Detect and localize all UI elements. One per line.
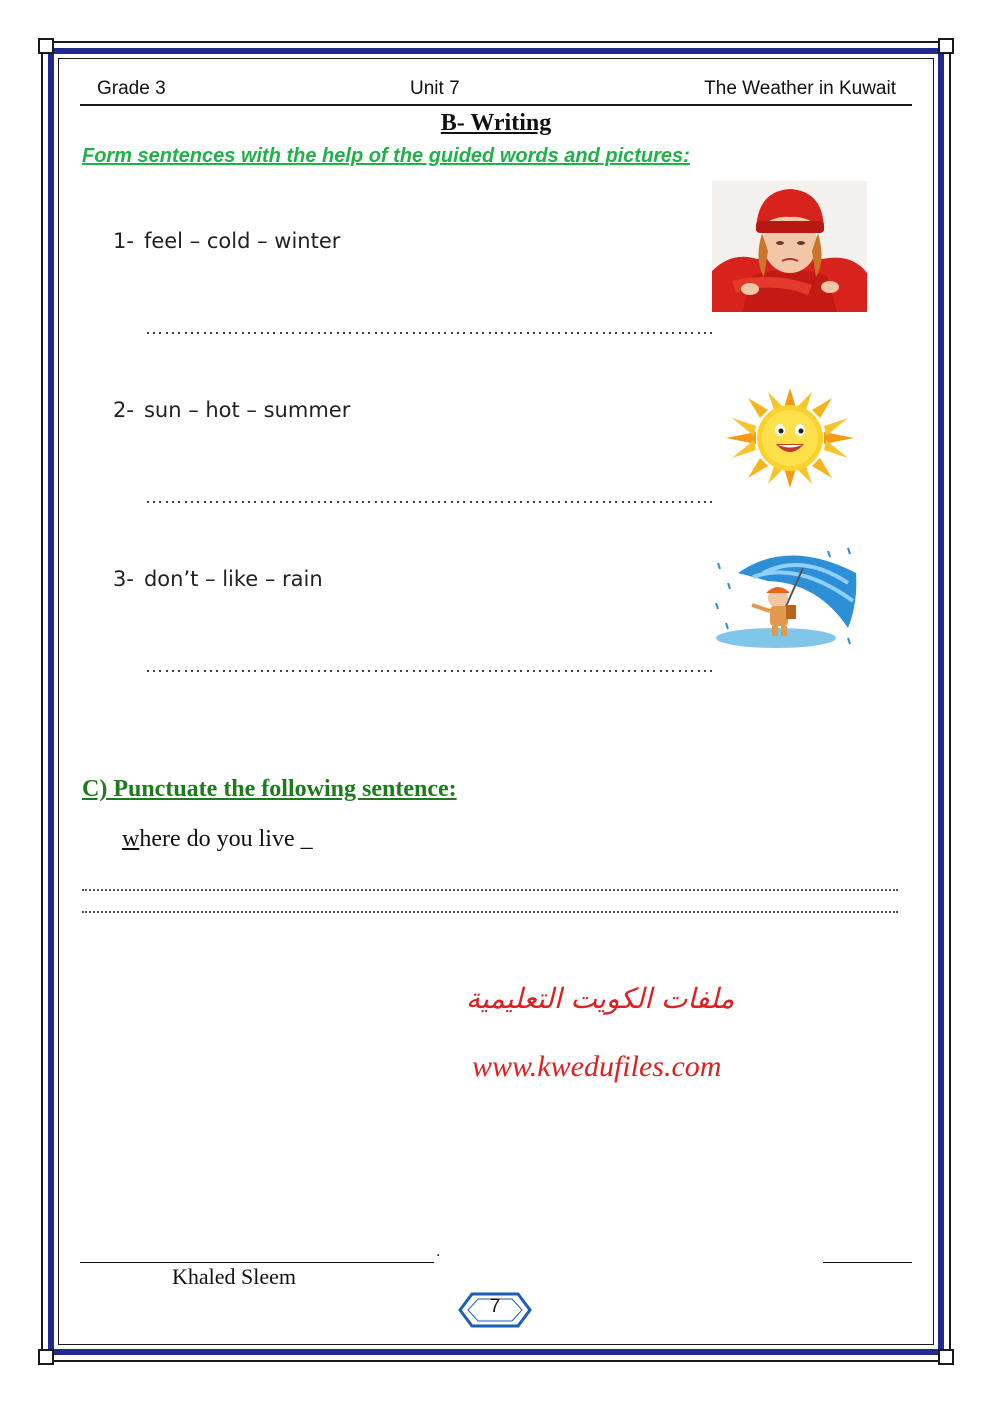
corner-ornament [38,1349,54,1365]
header-grade: Grade 3 [97,78,166,99]
smiling-sun-picture [724,388,856,488]
section-b-instruction: Form sentences with the help of the guided words and pictures: [82,145,690,167]
exercise-item-2 [113,398,350,422]
guided-words: feel – cold – winter [143,229,341,253]
item-number: 2- [113,398,134,422]
watermark-url: www.kwedufiles.com [472,1050,722,1083]
footer-dot: . [436,1244,441,1260]
corner-ornament [38,38,54,54]
guided-words: sun – hot – summer [143,398,351,422]
page-header [80,76,912,106]
sentence-rest: here do you live _ [139,826,313,852]
footer-line-left [80,1262,434,1263]
header-unit: Unit 7 [410,78,460,99]
rain-umbrella-picture [708,543,860,656]
page-number: 7 [489,1296,501,1317]
sentence-first-letter: w [122,826,140,852]
answer-line-1[interactable]: ……………………………………………………………………………… [145,318,715,338]
corner-ornament [938,1349,954,1365]
footer-line-right [823,1262,912,1263]
punctuation-sentence [122,826,313,853]
exercise-item-3 [113,567,323,591]
girl-winter-picture [712,181,867,312]
section-b-title: B- Writing [440,110,552,136]
item-number: 1- [113,229,134,253]
answer-dotted-line[interactable] [82,911,898,913]
item-number: 3- [113,567,134,591]
watermark-arabic-text: ملفات الكويت التعليمية [466,982,735,1015]
author-name: Khaled Sleem [172,1264,297,1289]
exercise-item-1 [113,229,340,253]
header-topic: The Weather in Kuwait [704,78,896,99]
section-c-title: C) Punctuate the following sentence: [82,776,457,802]
corner-ornament [938,38,954,54]
answer-line-3[interactable]: ……………………………………………………………………………… [145,656,715,676]
answer-dotted-line[interactable] [82,889,898,891]
guided-words: don’t – like – rain [143,567,323,591]
answer-line-2[interactable]: ……………………………………………………………………………… [145,487,715,507]
